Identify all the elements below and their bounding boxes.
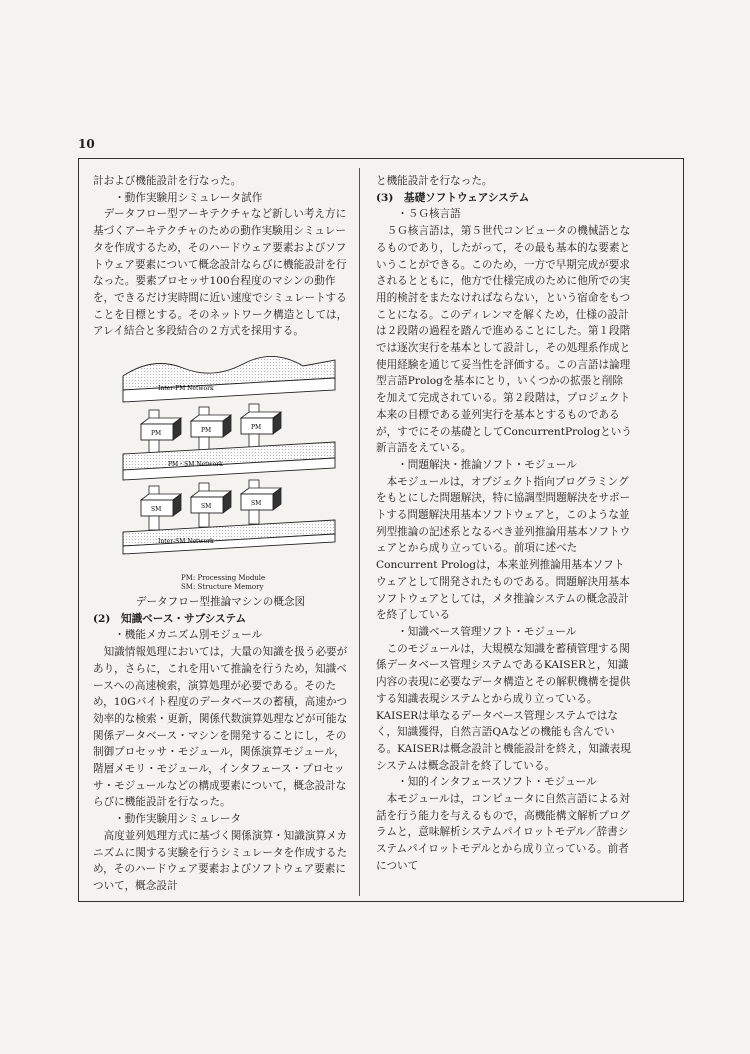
bullet-heading: ・動作実験用シミュレータ試作	[114, 191, 263, 204]
paragraph: 本モジュールは，オブジェクト指向プログラミングをもとにした問題解決，特に協調型問題解決をサポートする問題解決用基本ソフトウェアと，このような並列型推論の記述系となるべき並列推論用基本ソフトウェアとから成り立っている。前項に述べたConcurrent Prologは，本来並列推論用基本ソフトウェアとして開発されたものである。問題解決用基本ソフトウェアとしては，メタ推論システムの概念設計を終了している	[376, 475, 631, 622]
inter-sm-network-label: Inter-SM Network	[158, 538, 214, 546]
pm-module-label: PM	[201, 427, 212, 435]
left-column-text-top	[93, 173, 348, 340]
bullet-heading: ・機能メカニズム別モジュール	[114, 629, 263, 642]
figure-caption: データフロー型推論マシンの概念図	[135, 596, 306, 609]
column-divider	[359, 168, 360, 896]
legend-pm: PM: Processing Module	[181, 574, 266, 583]
legend-sm: SM: Structure Memory	[181, 583, 264, 592]
bullet-heading: ・動作実験用シミュレータ	[114, 813, 242, 826]
pm-module-label: PM	[151, 430, 162, 438]
dataflow-machine-diagram	[113, 346, 343, 560]
pm-sm-network-label: PM・SM Network	[168, 461, 223, 469]
section-heading: (3) 基礎ソフトウェアシステム	[376, 191, 530, 204]
bullet-heading: ・知的インタフェースソフト・モジュール	[397, 776, 597, 789]
paragraph: ５Ｇ核言語は，第５世代コンピュータの機械語となるものであり，したがって，その最も基本的な要素ということができる。このため，一方で早期完成が要求されるとともに，他方で仕様完成のために他所での実用的検討をまたなければならない，という宿命をもつことになる。このディレンマを解くため，仕様の設計は２段階の過程を踏んで進めることにした。第１段階では逐次実行を基本として設計し，その処理系作成と使用経験を通じて妥当性を評価する。この言語は論理型言語Prologを基本にとり，いくつかの拡張と削除を加えて完成されている。第２段階は，プロジェクト本来の目標である並列実行を基本とするものであるが，すでにその基礎としてConcurrentPrologという新言語をえている。	[376, 225, 632, 455]
paragraph: データフロー型アーキテクチャなど新しい考え方に基づくアーキテクチャのための動作実験用シミュレータを作成するため，そのハードウェア要素およびソフトウェア要素について概念設計ならびに機能設計を行なった。要素プロセッサ100台程度のマシンの動作を，できるだけ実時間に近い速度でシミュレートすることを目標とする。そのネットワーク構造としては，アレイ結合と多段結合の２方式を採用する。	[93, 208, 348, 338]
page-number: 10	[78, 137, 95, 151]
figure-legend	[93, 574, 348, 592]
sm-module-label: SM	[201, 503, 212, 511]
sm-module-label: SM	[251, 500, 262, 508]
section-heading: (2) 知識ベース・サブシステム	[93, 612, 247, 625]
paragraph: 知識情報処理においては，大量の知識を扱う必要があり，さらに，これを用いて推論を行うため，知識ベースへの高速検索，演算処理が必要である。そのため，10Gバイト程度のデータベースの蓄積，高速かつ効率的な検索・更新，関係代数演算処理などが可能な関係データベース・マシンを開発することにし，その制御プロセッサ・モジュール，関係演算モジュール，階層メモリ・モジュール，インタフェース・プロセッサ・モジュールなどの構成要素について，概念設計ならびに機能設計を行なった。	[93, 646, 348, 809]
paragraph: 計および機能設計を行なった。	[93, 175, 242, 187]
figure	[93, 346, 348, 574]
pm-module-label: PM	[251, 424, 262, 432]
left-column-text-bottom	[93, 611, 348, 895]
bullet-heading: ・５Ｇ核言語	[397, 208, 461, 221]
paragraph: 本モジュールは，コンピュータに自然言語による対話を行う能力を与えるもので，高機能構文解析プログラムと，意味解析システムパイロットモデル／辞書システムパイロットモデルとから成り立っている。前者について	[376, 793, 631, 872]
paragraph: と機能設計を行なった。	[376, 175, 493, 187]
inter-pm-network-label: Inter-PM Network	[158, 385, 214, 393]
paragraph: このモジュールは，大規模な知識を蓄積管理する関係データベース管理システムであるKAISERと，知識内容の表現に必要なデータ構造とその解釈機構を提供する知識表現システムとから成り立っている。KAISERは単なるデータベース管理システムではなく，知識獲得，自然言語QAなどの機能も含んでいる。KAISERは概念設計と機能設計を終え，知識表現システムは概念設計を終了している。	[376, 642, 631, 772]
paragraph: 高度並列処理方式に基づく関係演算・知識演算メカニズムに関する実験を行うシミュレータを作成するため，そのハードウェア要素およびソフトウェア要素について，概念設計	[93, 829, 348, 892]
left-column	[93, 173, 348, 895]
right-column	[376, 173, 633, 875]
bullet-heading: ・知識ベース管理ソフト・モジュール	[397, 625, 577, 638]
sm-module-label: SM	[151, 506, 162, 514]
bullet-heading: ・問題解決・推論ソフト・モジュール	[397, 458, 577, 471]
